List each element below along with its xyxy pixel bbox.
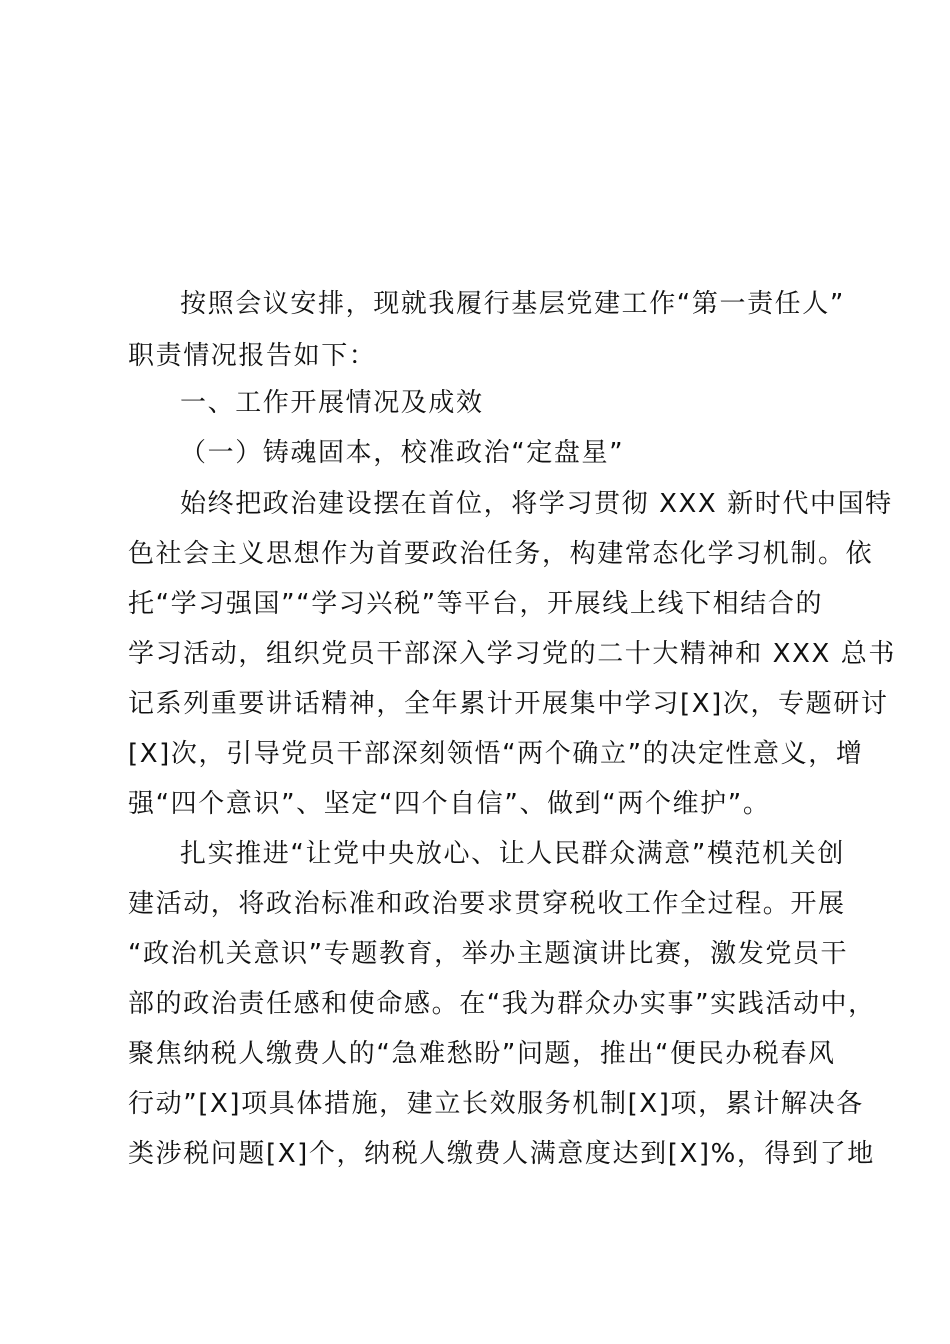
paragraph-1-line-1: 始终把政治建设摆在首位，将学习贯彻 XXX 新时代中国特 [180, 489, 893, 519]
paragraph-2-line-4: 部的政治责任感和使命感。在“我为群众办实事”实践活动中， [128, 989, 876, 1019]
intro-line-2: 职责情况报告如下： [128, 341, 377, 371]
subsection-heading: （一）铸魂固本，校准政治“定盘星” [180, 438, 625, 468]
paragraph-1-line-3: 托“学习强国”“学习兴税”等平台，开展线上线下相结合的 [128, 589, 824, 619]
paragraph-2-line-2: 建活动，将政治标准和政治要求贯穿税收工作全过程。开展 [128, 889, 846, 919]
paragraph-1-line-6: [X]次，引导党员干部深刻领悟“两个确立”的决定性意义，增 [128, 739, 864, 769]
paragraph-1-line-5: 记系列重要讲话精神，全年累计开展集中学习[X]次，专题研讨 [128, 689, 889, 719]
paragraph-1-line-4: 学习活动，组织党员干部深入学习党的二十大精神和 XXX 总书 [128, 639, 896, 669]
intro-line-1: 按照会议安排，现就我履行基层党建工作“第一责任人” [180, 289, 845, 319]
paragraph-2-line-7: 类涉税问题[X]个，纳税人缴费人满意度达到[X]%，得到了地 [128, 1139, 875, 1169]
section-heading: 一、工作开展情况及成效 [180, 388, 484, 418]
paragraph-2-line-5: 聚焦纳税人缴费人的“急难愁盼”问题，推出“便民办税春风 [128, 1039, 836, 1069]
paragraph-1-line-7: 强“四个意识”、坚定“四个自信”、做到“两个维护”。 [128, 789, 771, 819]
paragraph-1-line-2: 色社会主义思想作为首要政治任务，构建常态化学习机制。依 [128, 539, 874, 569]
paragraph-2-line-3: “政治机关意识”专题教育，举办主题演讲比赛，激发党员干 [128, 939, 849, 969]
paragraph-2-line-1: 扎实推进“让党中央放心、让人民群众满意”模范机关创 [180, 839, 845, 869]
paragraph-2-line-6: 行动”[X]项具体措施，建立长效服务机制[X]项，累计解决各 [128, 1089, 864, 1119]
